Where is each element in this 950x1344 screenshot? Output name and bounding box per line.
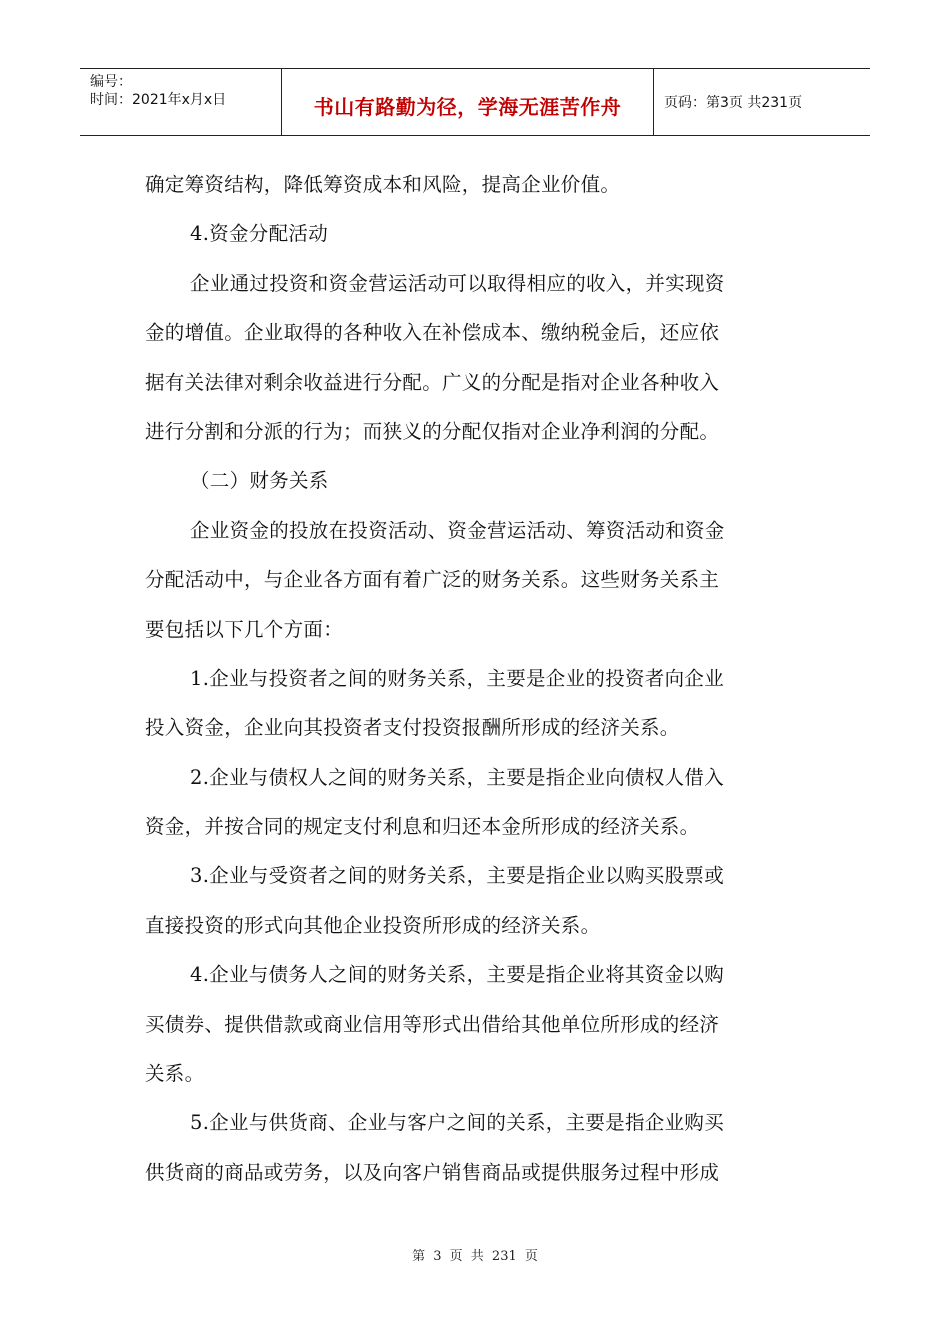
header-motto-cell [282, 69, 654, 135]
list-item-line: 资金，并按合同的规定支付利息和归还本金所形成的经济关系。 [145, 815, 700, 839]
list-item-line: 2.企业与债权人之间的财务关系，主要是指企业向债权人借入 [190, 765, 725, 789]
paragraph-line: 企业资金的投放在投资活动、资金营运活动、筹资活动和资金 [190, 518, 725, 542]
list-item-line: 投入资金，企业向其投资者支付投资报酬所形成的经济关系。 [145, 716, 680, 740]
paragraph-line: 据有关法律对剩余收益进行分配。广义的分配是指对企业各种收入 [145, 370, 720, 394]
paragraph-line: 金的增值。企业取得的各种收入在补偿成本、缴纳税金后，还应依 [145, 321, 720, 345]
header-page-cell [654, 69, 870, 135]
list-item-line: 4.企业与债务人之间的财务关系，主要是指企业将其资金以购 [190, 963, 725, 987]
list-item-line: 关系。 [145, 1062, 205, 1086]
list-item-line: 买债券、提供借款或商业信用等形式出借给其他单位所形成的经济 [145, 1012, 720, 1036]
header-page-number: 页码：第3页 共231页 [664, 95, 803, 111]
page-header [80, 68, 870, 136]
header-motto: 书山有路勤为径，学海无涯苦作舟 [313, 95, 622, 119]
list-item-line: 直接投资的形式向其他企业投资所形成的经济关系。 [145, 913, 601, 937]
paragraph-line: 分配活动中，与企业各方面有着广泛的财务关系。这些财务关系主 [145, 568, 720, 592]
list-item-line: 供货商的商品或劳务，以及向客户销售商品或提供服务过程中形成 [145, 1160, 720, 1184]
section-heading: （二）财务关系 [190, 469, 329, 493]
list-item-line: 1.企业与投资者之间的财务关系，主要是企业的投资者向企业 [190, 666, 725, 690]
document-number-label: 编号： [90, 74, 132, 90]
paragraph-line: 确定筹资结构，降低筹资成本和风险，提高企业价值。 [145, 173, 621, 196]
paragraph-line: 企业通过投资和资金营运活动可以取得相应的收入，并实现资 [190, 271, 725, 295]
header-meta-cell [80, 69, 282, 135]
list-item-line: 3.企业与受资者之间的财务关系，主要是指企业以购买股票或 [190, 864, 725, 888]
list-item-line: 5.企业与供货商、企业与客户之间的关系，主要是指企业购买 [190, 1111, 725, 1135]
document-body [145, 160, 810, 1197]
paragraph-line: 要包括以下几个方面： [145, 617, 344, 641]
section-heading: 4.资金分配活动 [190, 222, 329, 246]
document-date-label: 时间：2021年x月x日 [90, 92, 227, 108]
paragraph-line: 进行分割和分派的行为；而狭义的分配仅指对企业净利润的分配。 [145, 419, 720, 443]
page-footer: 第 3 页 共 231 页 [412, 1249, 538, 1264]
